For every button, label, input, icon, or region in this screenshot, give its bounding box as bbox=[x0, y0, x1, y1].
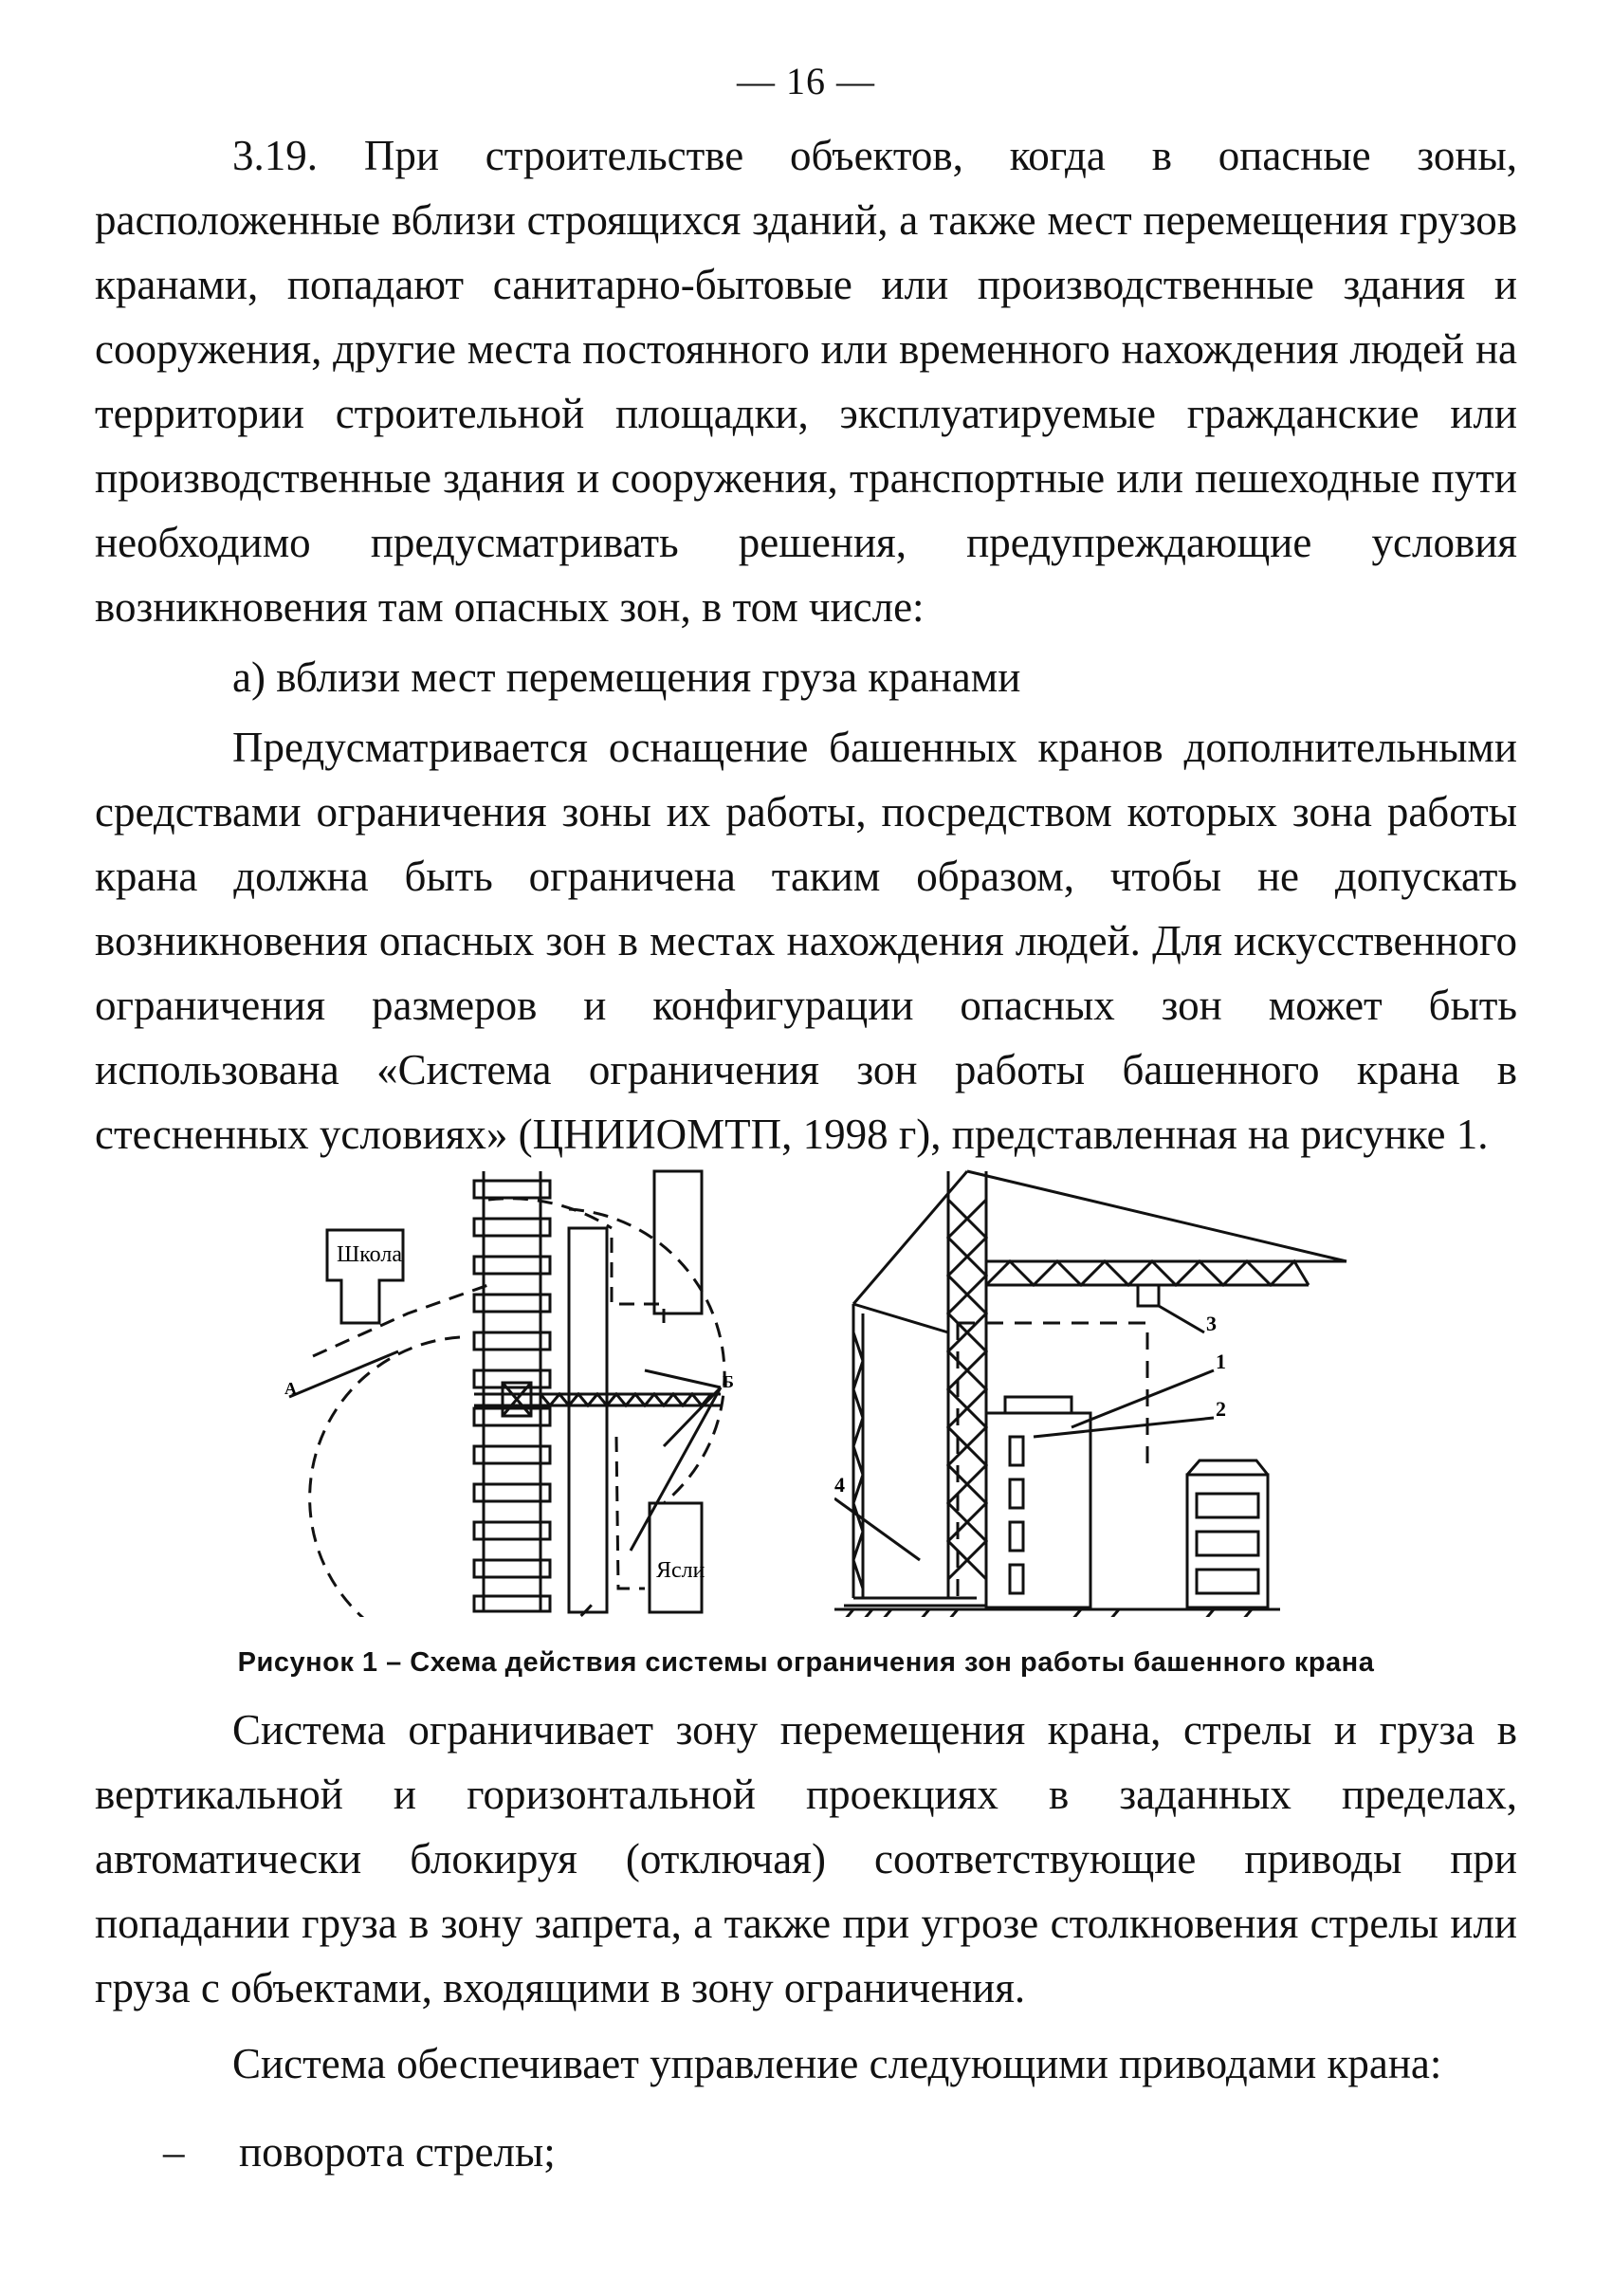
figure-plan-view bbox=[284, 1143, 740, 1617]
section-3-19 bbox=[95, 123, 1517, 1166]
list-dash: – bbox=[163, 2128, 185, 2176]
crane-working-zone bbox=[310, 1337, 597, 1617]
crane-jib bbox=[853, 1171, 1346, 1332]
paragraph-system-drives: Система обеспечивает управление следующими приводами крана: bbox=[232, 2040, 1442, 2087]
after-figure-text bbox=[95, 1698, 1517, 2096]
callout-1: 1 bbox=[1216, 1350, 1226, 1373]
building-under-construction bbox=[986, 1397, 1090, 1607]
callout-4: 4 bbox=[834, 1473, 845, 1497]
leader-a bbox=[289, 1351, 398, 1397]
rail-sleepers bbox=[474, 1181, 550, 1611]
list-item-text: поворота стрелы; bbox=[239, 2128, 556, 2176]
figure-caption: Рисунок 1 – Схема действия системы ограничения зон работы башенного крана bbox=[237, 1647, 1375, 1678]
label-b: Б bbox=[723, 1372, 734, 1391]
label-a: А bbox=[284, 1379, 297, 1398]
existing-building bbox=[1187, 1460, 1268, 1607]
road-strip bbox=[569, 1228, 607, 1612]
hook-trolley bbox=[1138, 1285, 1159, 1306]
label-school: Школа bbox=[337, 1242, 402, 1267]
list-item-boom-rotation bbox=[163, 2127, 556, 2177]
label-nursery: Ясли bbox=[656, 1558, 705, 1583]
building-top-right bbox=[654, 1171, 702, 1313]
callout-2: 2 bbox=[1216, 1397, 1226, 1421]
figure-elevation-view bbox=[834, 1143, 1365, 1617]
paragraph-system-intro: Предусматривается оснащение башенных кранов дополнительными средствами ограничения зоны их работы, посредством которых зона работы крана должна быть ограничена таким образом, чтобы не допускать возникновения опасных зон в местах нахождения людей. Для искусственного ограничения размеров и конфигурации опасных зон может быть использована «Система ограничения зон работы башенного крана в стесненных условиях» (ЦНИИОМТП, 1998 г), представленная на рисунке 1. bbox=[95, 724, 1517, 1158]
paragraph-3-19: 3.19. При строительстве объектов, когда в опасные зоны, расположенные вблизи строящихся зданий, а также мест перемещения грузов кранами, попадают санитарно-бытовые или производственные здания и сооружения, другие места постоянного или временного нахождения людей на территории строительной площадки, эксплуатируемые гражданские или производственные здания и сооружения, транспортные или пешеходные пути необходимо предусматривать решения, предупреждающие условия возникновения там опасных зон, в том числе: bbox=[95, 132, 1517, 631]
callout-3: 3 bbox=[1206, 1312, 1217, 1335]
crane-tower bbox=[948, 1171, 986, 1598]
paragraph-item-a: а) вблизи мест перемещения груза кранами bbox=[232, 653, 1021, 701]
paragraph-system-limits: Система ограничивает зону перемещения крана, стрелы и груза в вертикальной и горизонтальной проекциях в заданных пределах, автоматически блокируя (отключая) соответствующие приводы при попадании груза в зону запрета, а также при угрозе столкновения стрелы или груза с объектами, входящими в зону ограничения. bbox=[95, 1706, 1517, 2011]
page-number: — 16 — bbox=[737, 60, 875, 102]
